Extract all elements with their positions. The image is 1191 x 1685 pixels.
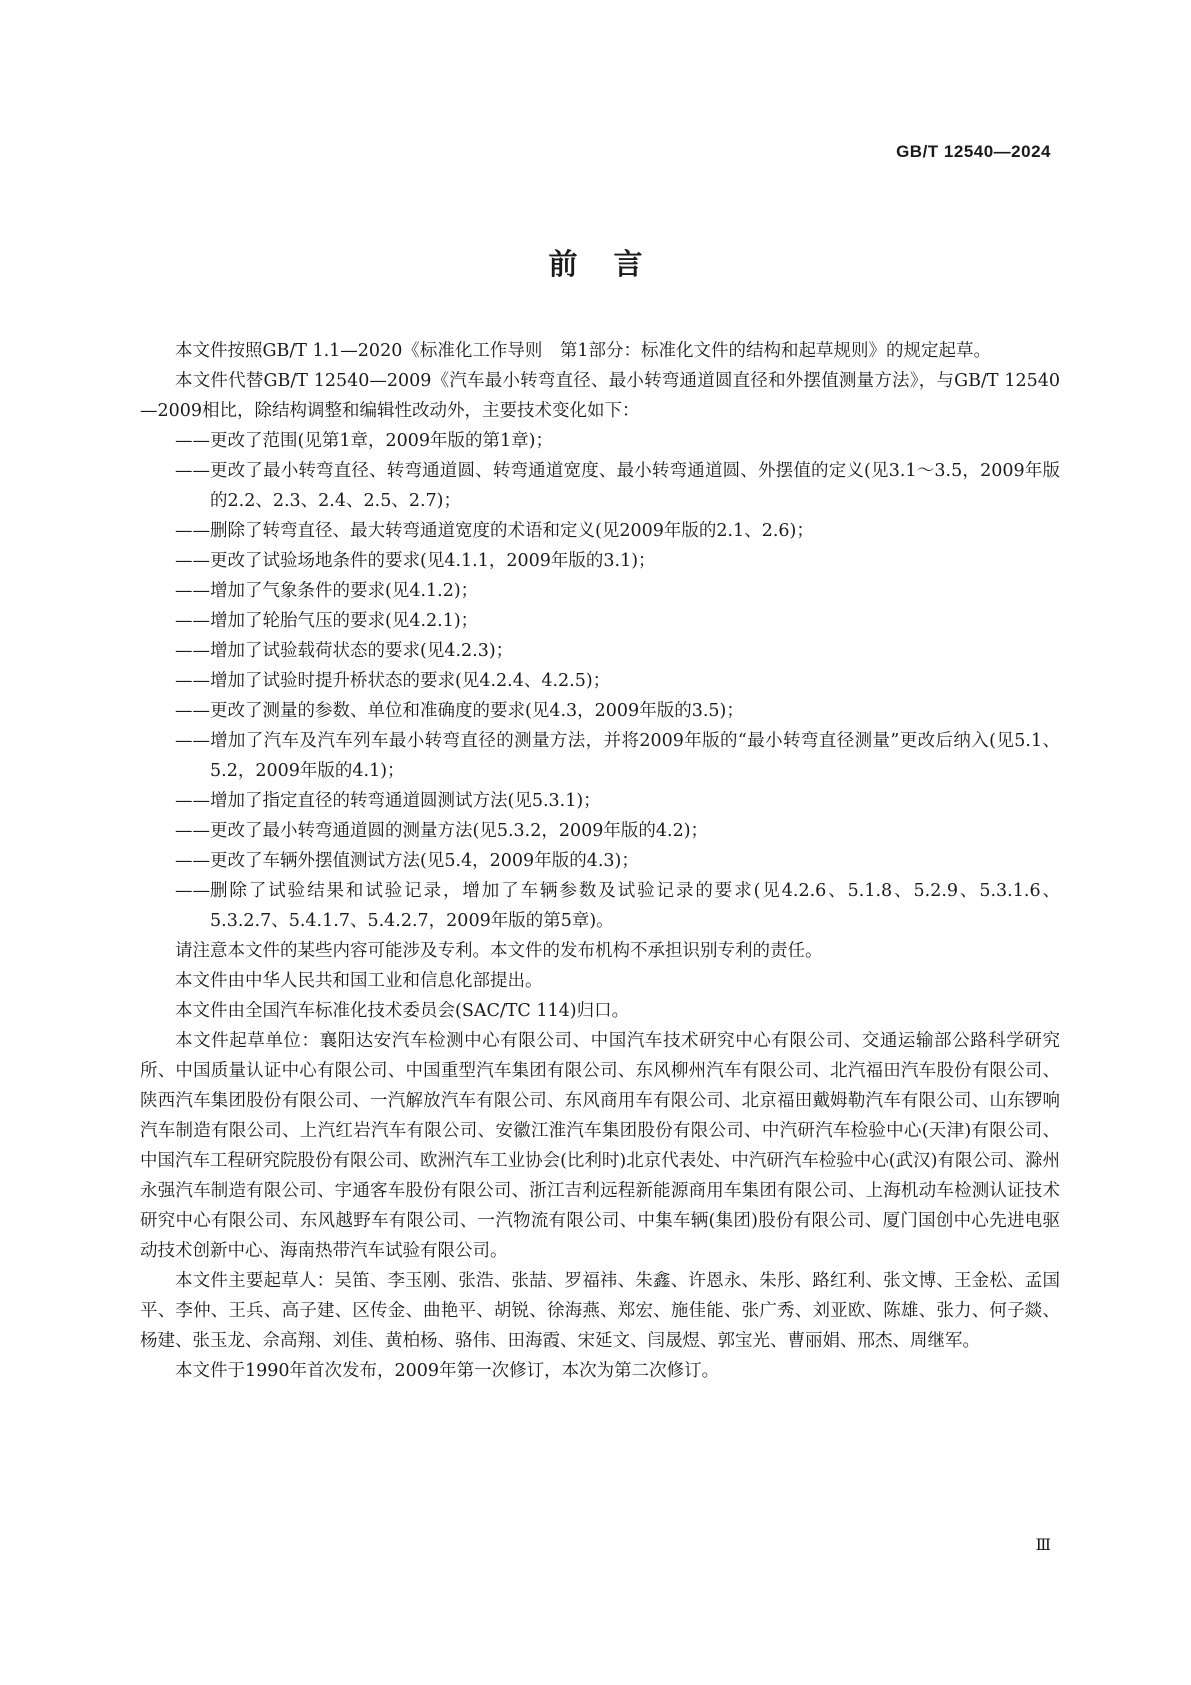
list-item-text: 增加了气象条件的要求(见4.1.2)； xyxy=(210,581,479,601)
list-dash: —— xyxy=(175,461,210,481)
list-item-text: 更改了最小转弯通道圆的测量方法(见5.3.2，2009年版的4.2)； xyxy=(210,821,709,841)
list-item xyxy=(140,726,1060,786)
list-dash: —— xyxy=(175,731,210,751)
list-item-text: 删除了转弯直径、最大转弯通道宽度的术语和定义(见2009年版的2.1、2.6)； xyxy=(210,521,814,541)
list-item-text: 更改了最小转弯直径、转弯通道圆、转弯通道宽度、最小转弯通道圆、外摆值的定义(见3.1～3.5，2009年版的2.2、2.3、2.4、2.5、2.7)； xyxy=(210,461,1060,511)
list-item xyxy=(140,516,1060,546)
list-item xyxy=(140,546,1060,576)
list-dash: —— xyxy=(175,821,210,841)
list-item-text: 增加了汽车及汽车列车最小转弯直径的测量方法，并将2009年版的“最小转弯直径测量”更改后纳入(见5.1、5.2，2009年版的4.1)； xyxy=(210,731,1060,781)
standard-number: GB/T 12540—2024 xyxy=(896,142,1051,161)
list-item-text: 更改了车辆外摆值测试方法(见5.4，2009年版的4.3)； xyxy=(210,851,639,871)
paragraph-proposed-by: 本文件由中华人民共和国工业和信息化部提出。 xyxy=(175,971,543,991)
list-dash: —— xyxy=(175,701,210,721)
list-dash: —— xyxy=(175,611,210,631)
list-item-text: 增加了轮胎气压的要求(见4.2.1)； xyxy=(210,611,479,631)
list-item-text: 更改了试验场地条件的要求(见4.1.1，2009年版的3.1)； xyxy=(210,551,656,571)
list-item xyxy=(140,846,1060,876)
list-item xyxy=(140,456,1060,516)
list-dash: —— xyxy=(175,431,210,451)
paragraph-drafting-units: 本文件起草单位：襄阳达安汽车检测中心有限公司、中国汽车技术研究中心有限公司、交通运输部公路科学研究所、中国质量认证中心有限公司、中国重型汽车集团有限公司、东风柳州汽车有限公司、北汽福田汽车股份有限公司、陕西汽车集团股份有限公司、一汽解放汽车有限公司、东风商用车有限公司、北京福田戴姆勒汽车有限公司、山东锣响汽车制造有限公司、上汽红岩汽车有限公司、安徽江淮汽车集团股份有限公司、中汽研汽车检验中心(天津)有限公司、中国汽车工程研究院股份有限公司、欧洲汽车工业协会(比利时)北京代表处、中汽研汽车检验中心(武汉)有限公司、滁州永强汽车制造有限公司、宇通客车股份有限公司、浙江吉利远程新能源商用车集团有限公司、上海机动车检测认证技术研究中心有限公司、东风越野车有限公司、一汽物流有限公司、中集车辆(集团)股份有限公司、厦门国创中心先进电驱动技术创新中心、海南热带汽车试验有限公司。 xyxy=(140,1031,1060,1261)
list-item-text: 增加了试验时提升桥状态的要求(见4.2.4、4.2.5)； xyxy=(210,671,611,691)
paragraph-drafting-rule: 本文件按照GB/T 1.1—2020《标准化工作导则 第1部分：标准化文件的结构和起草规则》的规定起草。 xyxy=(175,341,991,361)
list-dash: —— xyxy=(175,671,210,691)
list-item-text: 删除了试验结果和试验记录，增加了车辆参数及试验记录的要求(见4.2.6、5.1.8、5.2.9、5.3.1.6、5.3.2.7、5.4.1.7、5.4.2.7，2009年版的第5章)。 xyxy=(210,881,1060,931)
list-item-text: 增加了试验载荷状态的要求(见4.2.3)； xyxy=(210,641,514,661)
paragraph-replacement: 本文件代替GB/T 12540—2009《汽车最小转弯直径、最小转弯通道圆直径和外摆值测量方法》，与GB/T 12540—2009相比，除结构调整和编辑性改动外，主要技术变化如下： xyxy=(140,371,1060,421)
list-dash: —— xyxy=(175,551,210,571)
list-dash: —— xyxy=(175,521,210,541)
list-item xyxy=(140,696,1060,726)
list-item xyxy=(140,576,1060,606)
page-title: 前言 xyxy=(548,247,679,281)
list-dash: —— xyxy=(175,791,210,811)
list-item xyxy=(140,636,1060,666)
list-dash: —— xyxy=(175,641,210,661)
list-item-text: 更改了测量的参数、单位和准确度的要求(见4.3，2009年版的3.5)； xyxy=(210,701,744,721)
technical-changes-list xyxy=(140,426,1060,936)
list-dash: —— xyxy=(175,881,210,901)
list-item xyxy=(140,816,1060,846)
list-dash: —— xyxy=(175,581,210,601)
list-item xyxy=(140,606,1060,636)
paragraph-revision-history: 本文件于1990年首次发布，2009年第一次修订，本次为第二次修订。 xyxy=(175,1361,720,1381)
list-item xyxy=(140,786,1060,816)
list-item xyxy=(140,666,1060,696)
page-number: Ⅲ xyxy=(1035,1535,1051,1554)
paragraph-administered-by: 本文件由全国汽车标准化技术委员会(SAC/TC 114)归口。 xyxy=(175,1001,630,1021)
list-dash: —— xyxy=(175,851,210,871)
paragraph-main-drafters: 本文件主要起草人：吴笛、李玉刚、张浩、张喆、罗福祎、朱鑫、许恩永、朱彤、路红利、张文博、王金松、孟国平、李仲、王兵、高子建、区传金、曲艳平、胡锐、徐海燕、郑宏、施佳能、张广秀、刘亚欧、陈雄、张力、何子燚、杨建、张玉龙、佘高翔、刘佳、黄柏杨、骆伟、田海霞、宋延文、闫晟煜、郭宝光、曹丽娟、邢杰、周继军。 xyxy=(140,1271,1060,1351)
document-body xyxy=(140,336,1060,1386)
list-item-text: 增加了指定直径的转弯通道圆测试方法(见5.3.1)； xyxy=(210,791,601,811)
list-item xyxy=(140,876,1060,936)
list-item xyxy=(140,426,1060,456)
paragraph-patent-notice: 请注意本文件的某些内容可能涉及专利。本文件的发布机构不承担识别专利的责任。 xyxy=(175,941,823,961)
list-item-text: 更改了范围(见第1章，2009年版的第1章)； xyxy=(210,431,553,451)
